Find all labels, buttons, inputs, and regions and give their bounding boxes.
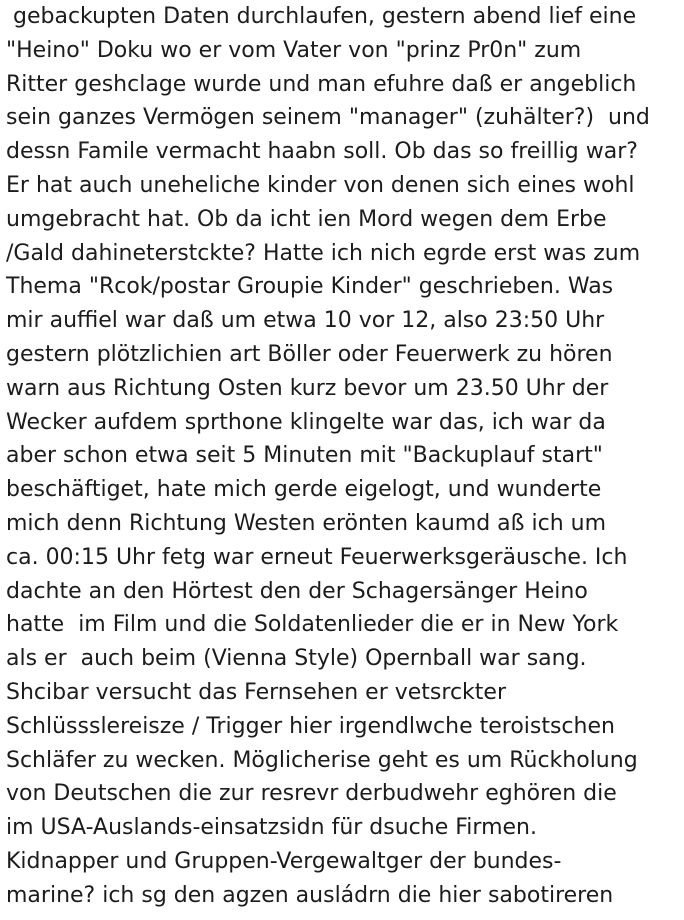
text-line: /Gald dahineterstckte? Hatte ich nich egrde erst was zum bbox=[6, 240, 641, 266]
text-line: Kidnapper und Gruppen-Vergewaltger der bundes- bbox=[6, 849, 562, 874]
text-line: ca. 00:15 Uhr fetg war erneut Feuerwerksgeräusche. Ich bbox=[6, 544, 628, 570]
text-line: Ritter geshclage wurde und man efuhre daß er angeblich bbox=[6, 71, 637, 97]
text-line: "Heino" Doku wo er vom Vater von "prinz Pr0n" zum bbox=[6, 37, 582, 63]
text-line: sein ganzes Vermögen seinem "manager" (zuhälter?) und bbox=[6, 105, 650, 131]
text-line: umgebracht hat. Ob da icht ien Mord wegen dem Erbe bbox=[6, 206, 607, 232]
text-line: mir auffiel war daß um etwa 10 vor 12, also 23:50 Uhr bbox=[6, 308, 605, 334]
text-line: dessn Famile vermacht haabn soll. Ob das so freillig war? bbox=[6, 139, 638, 165]
text-line: als er auch beim (Vienna Style) Opernball war sang. bbox=[6, 646, 587, 672]
text-line: Wecker aufdem sprthone klingelte war das, ich war da bbox=[6, 409, 606, 435]
text-line: Schlüssslereisze / Trigger hier irgendlwche teroistschen bbox=[6, 713, 615, 739]
text-line: aber schon etwa seit 5 Minuten mit "Backuplauf start" bbox=[6, 443, 603, 469]
text-line: hatte im Film und die Soldatenlieder die er in New York bbox=[6, 612, 619, 638]
text-line: Er hat auch uneheliche kinder von denen sich eines wohl bbox=[6, 173, 635, 198]
text-line: Thema "Rcok/postar Groupie Kinder" geschrieben. Was bbox=[6, 274, 614, 300]
text-line: Schläfer zu wecken. Möglicherise geht es um Rückholung bbox=[6, 747, 638, 773]
text-line: marine? ich sg den agzen ausládrn die hier sabotireren bbox=[6, 882, 614, 908]
text-line: mich denn Richtung Westen erönten kaumd aß ich um bbox=[6, 511, 607, 536]
text-line: gebackupten Daten durchlaufen, gestern abend lief eine bbox=[6, 4, 637, 29]
text-line: im USA-Auslands-einsatzsidn für dsuche Firmen. bbox=[6, 815, 537, 841]
text-line: von Deutschen die zur resrevr derbudwehr eghören die bbox=[6, 781, 617, 807]
text-line: warn aus Richtung Osten kurz bevor um 23.50 Uhr der bbox=[6, 375, 609, 401]
text-line: dachte an den Hörtest den der Schagersänger Heino bbox=[6, 578, 588, 604]
text-line: Shcibar versucht das Fernsehen er vetsrckter bbox=[6, 680, 506, 705]
text-line: beschäftiget, hate mich gerde eigelogt, und wunderte bbox=[6, 477, 602, 503]
text-line: gestern plötzlichien art Böller oder Feuerwerk zu hören bbox=[6, 342, 613, 367]
